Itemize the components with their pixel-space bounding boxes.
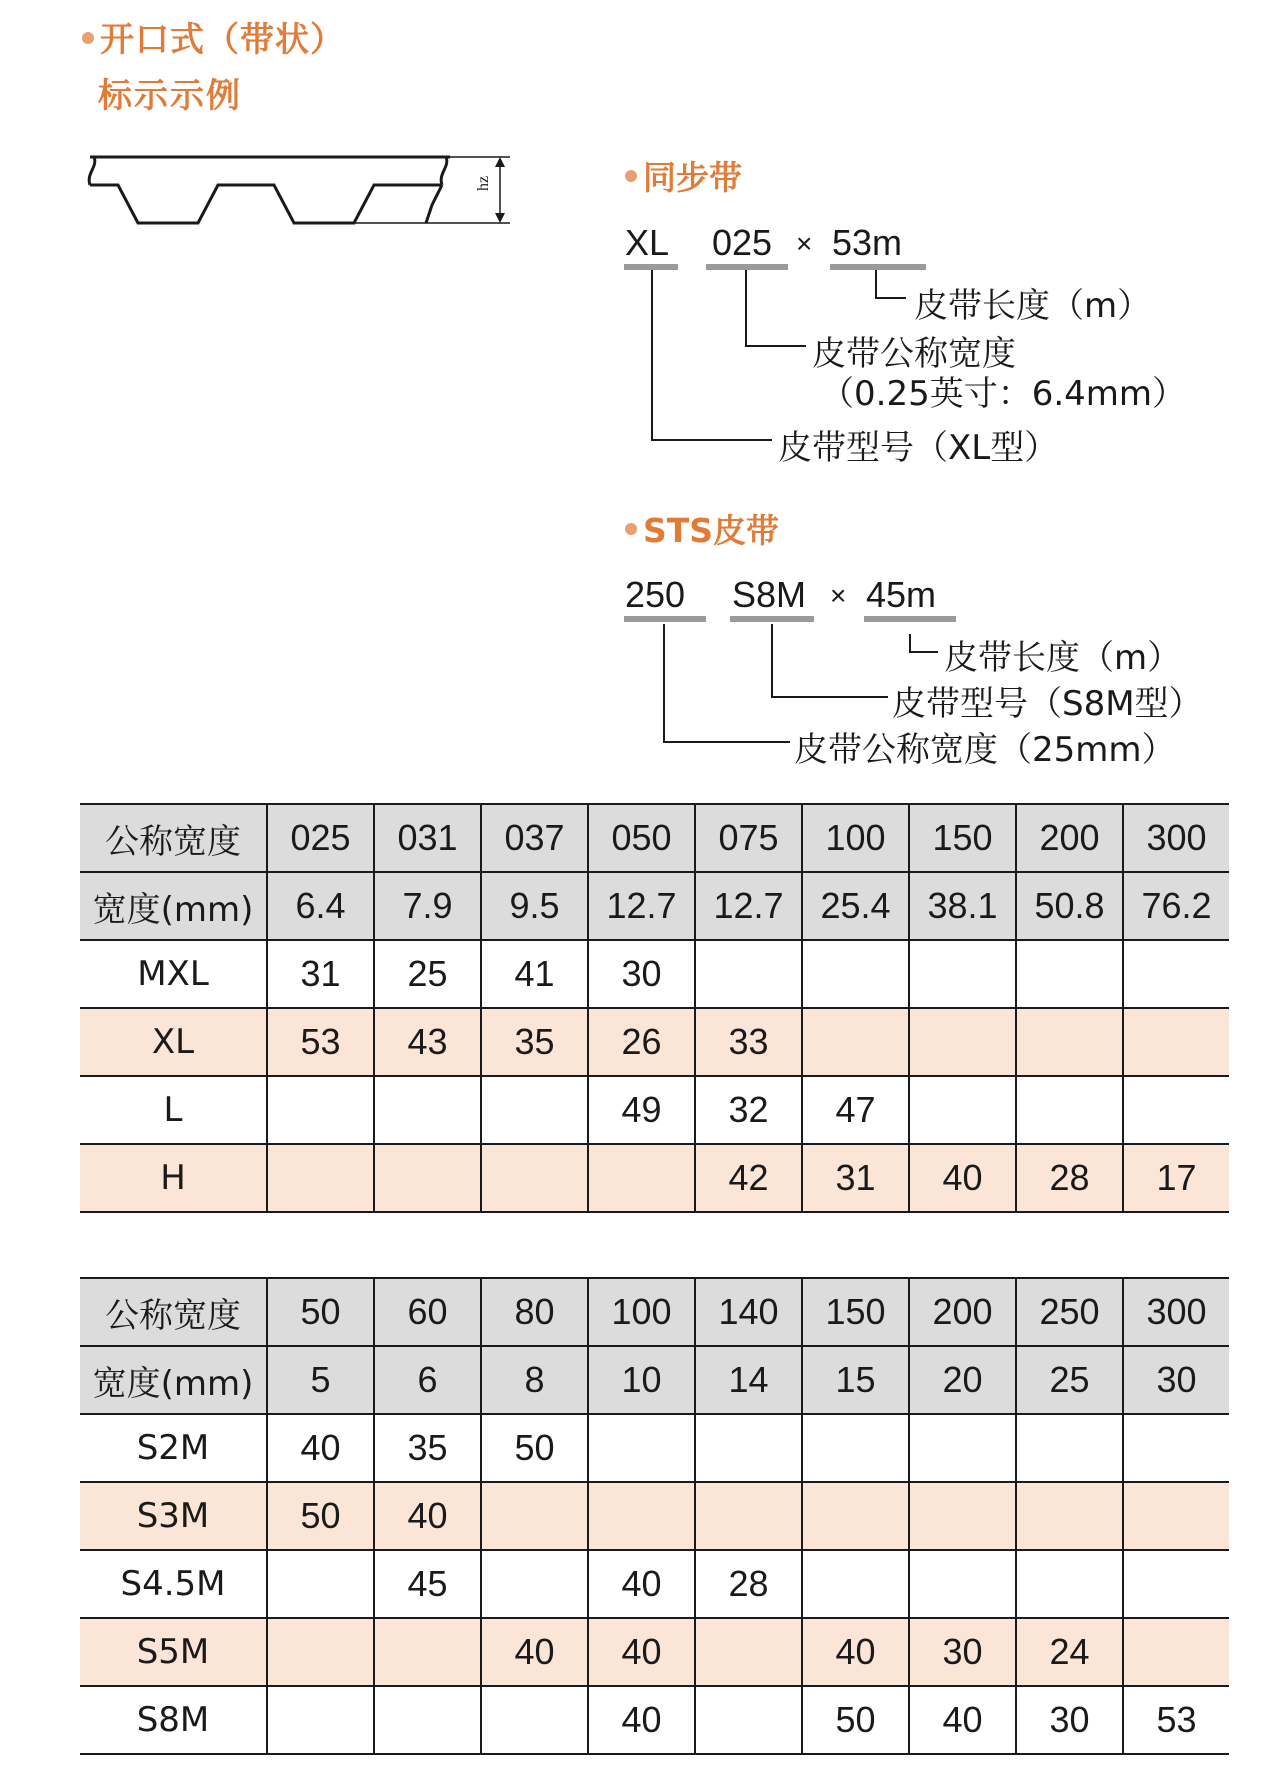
table-cell: 200 [909, 1278, 1016, 1346]
table-cell [1016, 1482, 1123, 1550]
row-label: 宽度(mm) [80, 1346, 267, 1414]
table-cell: 7.9 [374, 872, 481, 940]
table-cell: 40 [588, 1618, 695, 1686]
table-row [80, 1414, 1229, 1482]
table-row [80, 1008, 1229, 1076]
table-cell [1123, 1550, 1229, 1618]
table-cell [481, 1686, 588, 1754]
sts-code-length: 45m [866, 574, 937, 615]
table-cell [909, 1482, 1016, 1550]
header-row-width-mm [80, 872, 1229, 940]
header-row-nominal-width [80, 1278, 1229, 1346]
sts-width-underline [624, 616, 706, 622]
table-cell [695, 940, 802, 1008]
dimension-label: hz [475, 175, 492, 191]
sync-width-underline [706, 264, 788, 270]
table-cell: 60 [374, 1278, 481, 1346]
belt-profile-diagram [80, 145, 520, 245]
header-row-nominal-width [80, 804, 1229, 872]
sync-label-width-note: （0.25英寸：6.4mm） [820, 374, 1187, 414]
row-label: 宽度(mm) [80, 872, 267, 940]
sync-belt-title: 同步带 [625, 152, 742, 199]
sts-code-model: S8M [732, 574, 807, 615]
table-cell: 50 [267, 1482, 374, 1550]
table-cell: 38.1 [909, 872, 1016, 940]
sync-model-underline [624, 264, 678, 270]
section-subtitle: 标示示例 [98, 76, 242, 116]
table-cell: 41 [481, 940, 588, 1008]
table-cell: 47 [802, 1076, 909, 1144]
table-cell [802, 1550, 909, 1618]
bullet-dot-icon [82, 32, 94, 44]
section-title: 开口式（带状） [82, 12, 345, 61]
table-cell: 300 [1123, 1278, 1229, 1346]
table-row [80, 1550, 1229, 1618]
table-cell: 40 [588, 1550, 695, 1618]
table-cell: 15 [802, 1346, 909, 1414]
spec-table-sts [80, 1277, 1229, 1755]
table-cell [1123, 1482, 1229, 1550]
row-label: S8M [80, 1686, 267, 1754]
table-cell: 40 [802, 1618, 909, 1686]
table-cell: 150 [802, 1278, 909, 1346]
table-cell: 250 [1016, 1278, 1123, 1346]
table-cell [802, 940, 909, 1008]
table-cell: 76.2 [1123, 872, 1229, 940]
sync-label-width: 皮带公称宽度 [812, 334, 1016, 374]
table-cell: 6.4 [267, 872, 374, 940]
table-cell [695, 1686, 802, 1754]
table-cell: 300 [1123, 804, 1229, 872]
table-cell: 40 [588, 1686, 695, 1754]
sts-length-underline [864, 616, 956, 622]
table-cell: 050 [588, 804, 695, 872]
table-cell: 35 [374, 1414, 481, 1482]
table-cell [1123, 1414, 1229, 1482]
table-cell [267, 1076, 374, 1144]
table-cell [588, 1482, 695, 1550]
table-cell: 50 [481, 1414, 588, 1482]
table-row [80, 1076, 1229, 1144]
table-cell [909, 1414, 1016, 1482]
row-label: S2M [80, 1414, 267, 1482]
row-label: S5M [80, 1618, 267, 1686]
table-cell [481, 1076, 588, 1144]
table-row [80, 1618, 1229, 1686]
table-cell [802, 1414, 909, 1482]
table-cell: 12.7 [695, 872, 802, 940]
table-cell: 25 [1016, 1346, 1123, 1414]
row-label: 公称宽度 [80, 1278, 267, 1346]
sync-length-underline [830, 264, 926, 270]
table-cell [1016, 1008, 1123, 1076]
bullet-dot-icon [625, 523, 637, 535]
sts-code-times: × [830, 580, 847, 611]
table-cell: 28 [695, 1550, 802, 1618]
bullet-dot-icon [625, 170, 637, 182]
sts-label-width: 皮带公称宽度（25mm） [794, 730, 1176, 770]
table-cell [1016, 1414, 1123, 1482]
table-cell: 42 [695, 1144, 802, 1212]
table-cell: 17 [1123, 1144, 1229, 1212]
table-cell [1123, 940, 1229, 1008]
sync-code-width: 025 [712, 222, 773, 263]
sync-code-times: × [796, 228, 813, 259]
table-cell [695, 1618, 802, 1686]
table-cell: 9.5 [481, 872, 588, 940]
table-cell: 80 [481, 1278, 588, 1346]
table-cell: 100 [588, 1278, 695, 1346]
table-cell: 10 [588, 1346, 695, 1414]
table-cell [374, 1076, 481, 1144]
row-label: S4.5M [80, 1550, 267, 1618]
row-label: 公称宽度 [80, 804, 267, 872]
table-cell: 25.4 [802, 872, 909, 940]
sync-label-model: 皮带型号（XL型） [778, 428, 1059, 468]
table-cell: 8 [481, 1346, 588, 1414]
table-cell: 150 [909, 804, 1016, 872]
table-cell [267, 1686, 374, 1754]
table-cell: 031 [374, 804, 481, 872]
table-cell: 025 [267, 804, 374, 872]
table-cell [267, 1550, 374, 1618]
table-cell: 40 [909, 1144, 1016, 1212]
table-cell: 30 [588, 940, 695, 1008]
table-cell [909, 1076, 1016, 1144]
table-cell [374, 1144, 481, 1212]
row-label: S3M [80, 1482, 267, 1550]
table-cell: 31 [802, 1144, 909, 1212]
table-cell: 075 [695, 804, 802, 872]
table-cell [1016, 1076, 1123, 1144]
table-row [80, 1686, 1229, 1754]
table-cell [695, 1482, 802, 1550]
table-cell: 14 [695, 1346, 802, 1414]
table-cell: 50 [267, 1278, 374, 1346]
sync-code-model: XL [625, 222, 670, 263]
table-cell [909, 1550, 1016, 1618]
row-label: L [80, 1076, 267, 1144]
table-cell: 40 [481, 1618, 588, 1686]
sts-code-width: 250 [625, 574, 686, 615]
table-cell [374, 1618, 481, 1686]
table-cell: 40 [267, 1414, 374, 1482]
table-cell: 20 [909, 1346, 1016, 1414]
table-row [80, 1482, 1229, 1550]
table-row [80, 1144, 1229, 1212]
table-cell [374, 1686, 481, 1754]
header-row-width-mm [80, 1346, 1229, 1414]
table-cell: 5 [267, 1346, 374, 1414]
table-cell: 30 [1016, 1686, 1123, 1754]
table-cell [481, 1144, 588, 1212]
sts-model-underline [730, 616, 814, 622]
table-cell: 31 [267, 940, 374, 1008]
row-label: H [80, 1144, 267, 1212]
table-cell [481, 1550, 588, 1618]
table-cell [267, 1144, 374, 1212]
table-cell: 50 [802, 1686, 909, 1754]
table-cell [1016, 1550, 1123, 1618]
table-cell: 24 [1016, 1618, 1123, 1686]
table-cell [909, 1008, 1016, 1076]
table-cell [481, 1482, 588, 1550]
table-cell: 12.7 [588, 872, 695, 940]
table-cell [267, 1618, 374, 1686]
table-cell [1016, 940, 1123, 1008]
table-cell [588, 1414, 695, 1482]
table-cell: 40 [374, 1482, 481, 1550]
table-cell: 28 [1016, 1144, 1123, 1212]
sts-label-model: 皮带型号（S8M型） [892, 684, 1203, 724]
table-cell [909, 940, 1016, 1008]
table-cell: 33 [695, 1008, 802, 1076]
table-cell: 30 [909, 1618, 1016, 1686]
table-cell: 26 [588, 1008, 695, 1076]
table-cell [695, 1414, 802, 1482]
table-cell: 25 [374, 940, 481, 1008]
table-cell: 43 [374, 1008, 481, 1076]
row-label: MXL [80, 940, 267, 1008]
table-cell: 100 [802, 804, 909, 872]
table-cell [1123, 1618, 1229, 1686]
table-cell [802, 1482, 909, 1550]
table-cell: 40 [909, 1686, 1016, 1754]
table-cell: 53 [1123, 1686, 1229, 1754]
table-cell: 140 [695, 1278, 802, 1346]
table-cell: 35 [481, 1008, 588, 1076]
table-cell [802, 1008, 909, 1076]
sts-label-length: 皮带长度（m） [944, 638, 1182, 678]
table-cell [1123, 1076, 1229, 1144]
sync-label-length: 皮带长度（m） [914, 286, 1152, 326]
table-row [80, 940, 1229, 1008]
spec-table-standard [80, 803, 1229, 1213]
table-cell [588, 1144, 695, 1212]
sts-belt-title: STS皮带 [625, 505, 779, 552]
table-cell: 32 [695, 1076, 802, 1144]
table-cell [1123, 1008, 1229, 1076]
table-cell: 200 [1016, 804, 1123, 872]
sync-code-length: 53m [832, 222, 903, 263]
table-cell: 30 [1123, 1346, 1229, 1414]
row-label: XL [80, 1008, 267, 1076]
table-cell: 45 [374, 1550, 481, 1618]
table-cell: 49 [588, 1076, 695, 1144]
table-cell: 53 [267, 1008, 374, 1076]
table-cell: 037 [481, 804, 588, 872]
table-cell: 50.8 [1016, 872, 1123, 940]
table-cell: 6 [374, 1346, 481, 1414]
